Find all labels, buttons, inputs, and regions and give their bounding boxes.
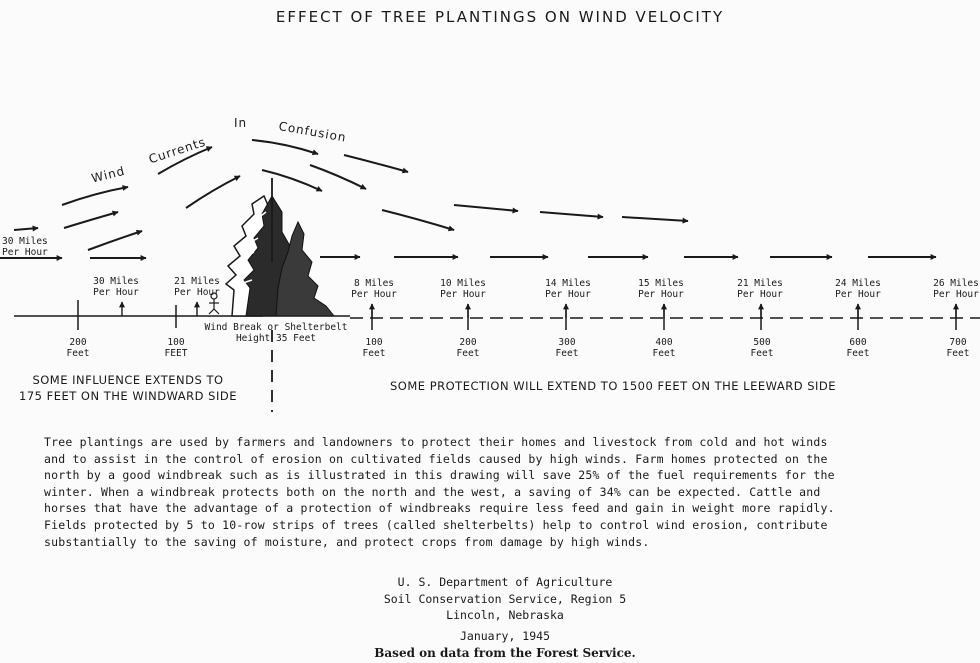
credit-service: Soil Conservation Service, Region 5 (383, 591, 627, 606)
wind-arrow (252, 140, 318, 154)
wind-arrow (310, 165, 366, 189)
credit-agency: U. S. Department of Agriculture (397, 575, 613, 589)
wind-arrow (622, 217, 688, 221)
wind-arrow (62, 187, 128, 205)
distance-label: 700 Feet (946, 337, 970, 359)
windbreak-trees (226, 196, 334, 316)
credit-block (290, 574, 720, 644)
speed-label: 14 Miles Per Hour (545, 278, 591, 300)
speed-label: 8 Miles Per Hour (351, 278, 397, 300)
speed-label: 10 Miles Per Hour (440, 278, 486, 300)
windbreak-label: Wind Break or Shelterbelt Height 35 Feet (204, 322, 348, 344)
wind-arrow (186, 176, 240, 208)
distance-label: 500 Feet (750, 337, 774, 359)
wind-arrow (540, 212, 603, 217)
windward-note: SOME INFLUENCE EXTENDS TO 175 FEET ON THE WINDWARD SIDE (19, 373, 237, 403)
distance-label: 200 Feet (456, 337, 480, 359)
label-confusion: Confusion (277, 119, 348, 145)
distance-label: 200 Feet (66, 337, 90, 359)
windward-speed-label: 30 Miles Per Hour (2, 236, 48, 258)
speed-label: 24 Miles Per Hour (835, 278, 881, 300)
distance-label: 100 FEET (164, 337, 188, 359)
label-wind: Wind (90, 163, 127, 186)
wind-arrow (454, 205, 518, 211)
paragraph-line: substantially to the saving of moisture, and protect crops from damage by high winds. (44, 534, 650, 549)
data-source-note: Based on data from the Forest Service. (374, 646, 636, 660)
speed-label: 15 Miles Per Hour (638, 278, 684, 300)
leeward-note: SOME PROTECTION WILL EXTEND TO 1500 FEET ON THE LEEWARD SIDE (390, 379, 837, 393)
wind-arrow (262, 170, 322, 191)
distance-label: 400 Feet (652, 337, 676, 359)
speed-label: 21 Miles Per Hour (737, 278, 783, 300)
paragraph-line: winter. When a windbreak protects both on the north and the west, a saving of 34% can be expected. Cattle and (44, 484, 821, 499)
speed-label: 21 Miles Per Hour (174, 276, 220, 298)
ground-line (14, 316, 980, 318)
distance-label: 300 Feet (555, 337, 579, 359)
wind-current-arrows (0, 140, 936, 258)
credit-location: Lincoln, Nebraska (446, 608, 564, 622)
explanation-paragraph (44, 434, 964, 550)
label-currents: Currents (147, 134, 208, 167)
paragraph-line: Tree plantings are used by farmers and landowners to protect their homes and livestock from cold and hot winds (44, 435, 828, 449)
label-in: In (234, 116, 248, 130)
wind-arrow (382, 210, 454, 230)
paragraph-line: Fields protected by 5 to 10-row strips of trees (called shelterbelts) help to control wind erosion, contribute (44, 517, 828, 532)
distance-label: 100 Feet (362, 337, 386, 359)
distance-label: 600 Feet (846, 337, 870, 359)
speed-label: 30 Miles Per Hour (93, 276, 139, 298)
diagram-title: EFFECT OF TREE PLANTINGS ON WIND VELOCITY (275, 8, 725, 26)
paragraph-line: north by a good windbreak such as is illustrated in this drawing will save 25% of the fuel requirements for the (44, 468, 835, 483)
wind-arrow (88, 231, 142, 250)
wind-arrow (14, 228, 38, 230)
paragraph-line: horses that have the advantage of a protection of windbreaks require less feed and gain in weight more rapidly. (44, 501, 835, 516)
wind-arrow (64, 212, 118, 228)
wind-arrow (344, 155, 408, 172)
speed-label: 26 Miles Per Hour (933, 278, 979, 300)
credit-date: January, 1945 (459, 628, 550, 643)
paragraph-line: and to assist in the control of erosion on cultivated fields caused by high winds. Farm homes protected on the (44, 451, 828, 466)
